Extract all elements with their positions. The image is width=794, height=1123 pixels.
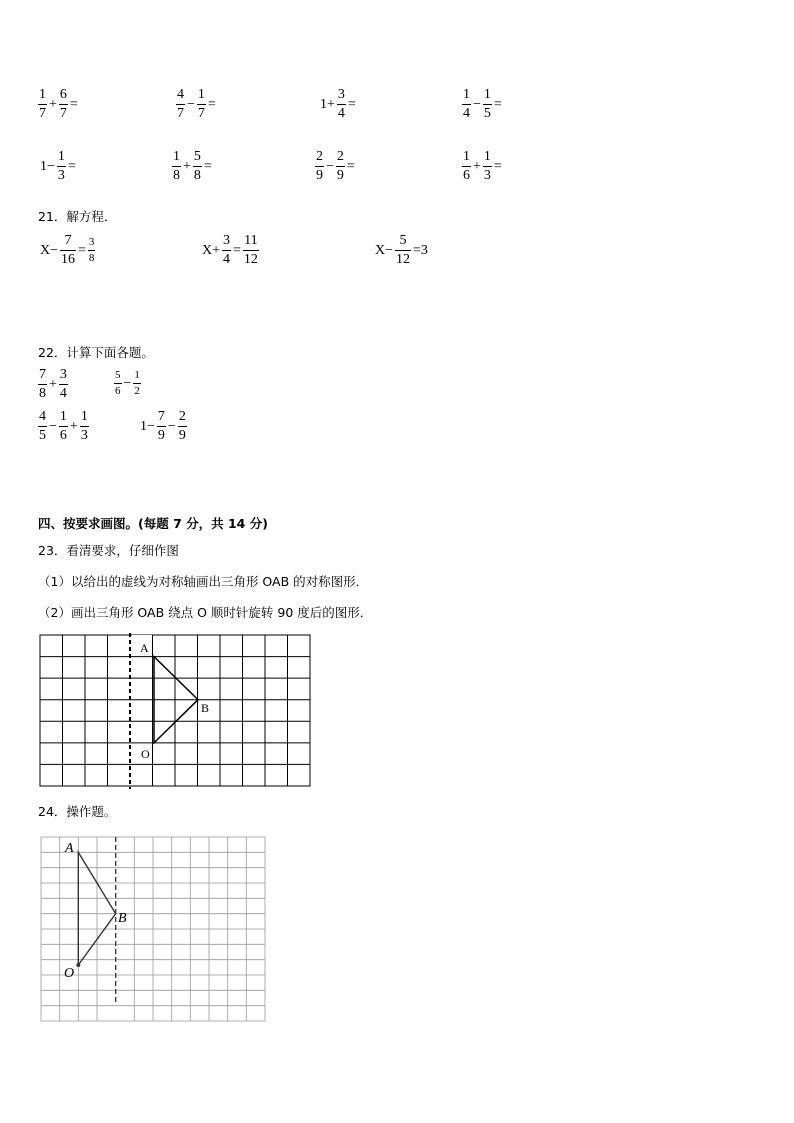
fraction-problem-4 <box>462 88 504 121</box>
fraction <box>38 368 47 401</box>
operator: = <box>233 242 241 258</box>
fraction <box>483 150 492 183</box>
numerator: 3 <box>337 87 345 102</box>
denominator: 9 <box>178 428 186 443</box>
fraction-problem-8 <box>462 150 504 183</box>
operator: = <box>346 158 355 174</box>
operator: = <box>347 96 356 112</box>
fraction <box>60 234 76 267</box>
denominator: 6 <box>463 168 470 183</box>
fraction <box>59 410 68 443</box>
operator: + <box>473 158 481 174</box>
denominator: 9 <box>316 168 323 183</box>
numerator: 3 <box>59 367 67 382</box>
numerator: 1 <box>483 87 491 102</box>
numerator: 5 <box>193 149 201 164</box>
denominator: 12 <box>243 252 258 267</box>
operator: 1− <box>40 158 55 174</box>
fraction-problem-5 <box>38 150 78 183</box>
operator: X− <box>40 242 59 258</box>
fraction <box>395 234 411 267</box>
q22-item-4 <box>138 410 187 443</box>
operator: = <box>78 242 86 258</box>
denominator: 8 <box>88 252 95 264</box>
denominator: 9 <box>336 168 344 183</box>
numerator: 2 <box>336 149 344 164</box>
fraction <box>133 370 141 397</box>
numerator: 5 <box>399 233 407 248</box>
denominator: 12 <box>396 252 411 267</box>
denominator: 7 <box>177 106 184 121</box>
fraction <box>80 410 89 443</box>
denominator: 4 <box>463 106 470 121</box>
numerator: 3 <box>88 236 95 248</box>
fraction <box>336 150 345 183</box>
q21-equation-1 <box>38 234 95 267</box>
fraction <box>38 88 47 121</box>
denominator: 3 <box>57 168 65 183</box>
fraction <box>315 150 324 183</box>
q24-label-a: A <box>65 841 74 856</box>
operator: − <box>167 418 176 434</box>
q22-item-1 <box>38 368 68 401</box>
operator: + <box>49 376 57 392</box>
numerator: 1 <box>463 87 470 102</box>
fraction <box>88 237 96 264</box>
fraction <box>172 150 181 183</box>
fraction <box>462 150 471 183</box>
denominator: 4 <box>59 386 67 401</box>
numerator: 1 <box>39 87 46 102</box>
q23-grid-figure <box>38 633 314 789</box>
numerator: 1 <box>80 409 88 424</box>
q23-label-b: B <box>201 701 210 715</box>
q24-title: 24．操作题。 <box>38 804 117 819</box>
q22-item-3 <box>38 410 89 443</box>
fraction <box>483 88 492 121</box>
fraction <box>178 410 187 443</box>
numerator: 2 <box>316 149 323 164</box>
numerator: 7 <box>157 409 165 424</box>
fraction <box>114 370 122 397</box>
operator: 1+ <box>320 96 335 112</box>
denominator: 2 <box>134 385 140 397</box>
numerator: 1 <box>197 87 205 102</box>
operator: + <box>183 158 191 174</box>
denominator: 8 <box>39 386 46 401</box>
numerator: 3 <box>223 233 231 248</box>
numerator: 4 <box>177 87 184 102</box>
fraction <box>38 410 47 443</box>
denominator: 16 <box>61 252 76 267</box>
operator: X+ <box>202 242 221 258</box>
denominator: 6 <box>115 385 121 397</box>
q23-label-a: A <box>140 641 149 655</box>
numerator: 1 <box>463 149 470 164</box>
numerator: 2 <box>178 409 186 424</box>
numerator: 6 <box>59 87 67 102</box>
fraction <box>462 88 471 121</box>
fraction-problem-1 <box>38 88 80 121</box>
numerator: 5 <box>115 369 121 381</box>
operator: − <box>49 418 57 434</box>
q23-label-o: O <box>141 747 150 761</box>
denominator: 3 <box>80 428 88 443</box>
q23-title: 23．看清要求，仔细作图 <box>38 543 179 558</box>
denominator: 4 <box>337 106 345 121</box>
operator: − <box>473 96 481 112</box>
numerator: 11 <box>244 233 258 248</box>
denominator: 9 <box>157 428 165 443</box>
fraction <box>243 234 259 267</box>
q23-part2: （2）画出三角形 OAB 绕点 O 顺时针旋转 90 度后的图形． <box>38 605 373 620</box>
fraction-problem-7 <box>315 150 357 183</box>
operator: + <box>69 418 78 434</box>
fraction <box>176 88 185 121</box>
denominator: 7 <box>59 106 67 121</box>
fraction-problem-2 <box>176 88 218 121</box>
q21-equation-2 <box>200 234 259 267</box>
numerator: 7 <box>64 233 72 248</box>
denominator: 8 <box>173 168 180 183</box>
operator: − <box>326 158 334 174</box>
denominator: 5 <box>39 428 46 443</box>
q21-equation-3 <box>373 234 430 267</box>
fraction <box>337 88 346 121</box>
operator: + <box>49 96 57 112</box>
fraction <box>57 150 66 183</box>
operator: =3 <box>413 242 428 258</box>
denominator: 7 <box>197 106 205 121</box>
operator: = <box>493 96 502 112</box>
operator: − <box>123 375 132 391</box>
denominator: 3 <box>483 168 491 183</box>
numerator: 1 <box>59 409 67 424</box>
q23-grid <box>40 635 310 786</box>
denominator: 6 <box>59 428 67 443</box>
operator: X− <box>375 242 394 258</box>
operator: 1− <box>140 418 155 434</box>
fraction <box>197 88 206 121</box>
q22-title: 22．计算下面各题。 <box>38 345 154 360</box>
q24-point-o <box>76 963 80 967</box>
fraction <box>157 410 166 443</box>
fraction <box>59 88 68 121</box>
operator: = <box>69 96 78 112</box>
denominator: 8 <box>193 168 201 183</box>
numerator: 1 <box>134 369 140 381</box>
operator: = <box>493 158 502 174</box>
operator: = <box>207 96 216 112</box>
numerator: 4 <box>39 409 46 424</box>
fraction <box>222 234 231 267</box>
q21-title: 21．解方程． <box>38 209 117 224</box>
numerator: 1 <box>173 149 180 164</box>
numerator: 7 <box>39 367 46 382</box>
denominator: 7 <box>39 106 46 121</box>
numerator: 1 <box>483 149 491 164</box>
q24-grid-figure <box>38 834 268 1024</box>
fraction <box>59 368 68 401</box>
operator: = <box>203 158 212 174</box>
fraction-problem-3 <box>318 88 358 121</box>
operator: = <box>67 158 76 174</box>
q22-item-2 <box>114 370 141 397</box>
q24-grid <box>41 837 265 1021</box>
fraction-problem-6 <box>172 150 214 183</box>
denominator: 4 <box>223 252 231 267</box>
fraction <box>193 150 202 183</box>
q23-part1: （1）以给出的虚线为对称轴画出三角形 OAB 的对称图形． <box>38 574 369 589</box>
q24-label-b: B <box>118 911 127 926</box>
q24-label-o: O <box>64 966 75 981</box>
section-heading: 四、按要求画图。(每题 7 分，共 14 分) <box>38 516 268 531</box>
numerator: 1 <box>57 149 65 164</box>
operator: − <box>187 96 195 112</box>
denominator: 5 <box>483 106 491 121</box>
